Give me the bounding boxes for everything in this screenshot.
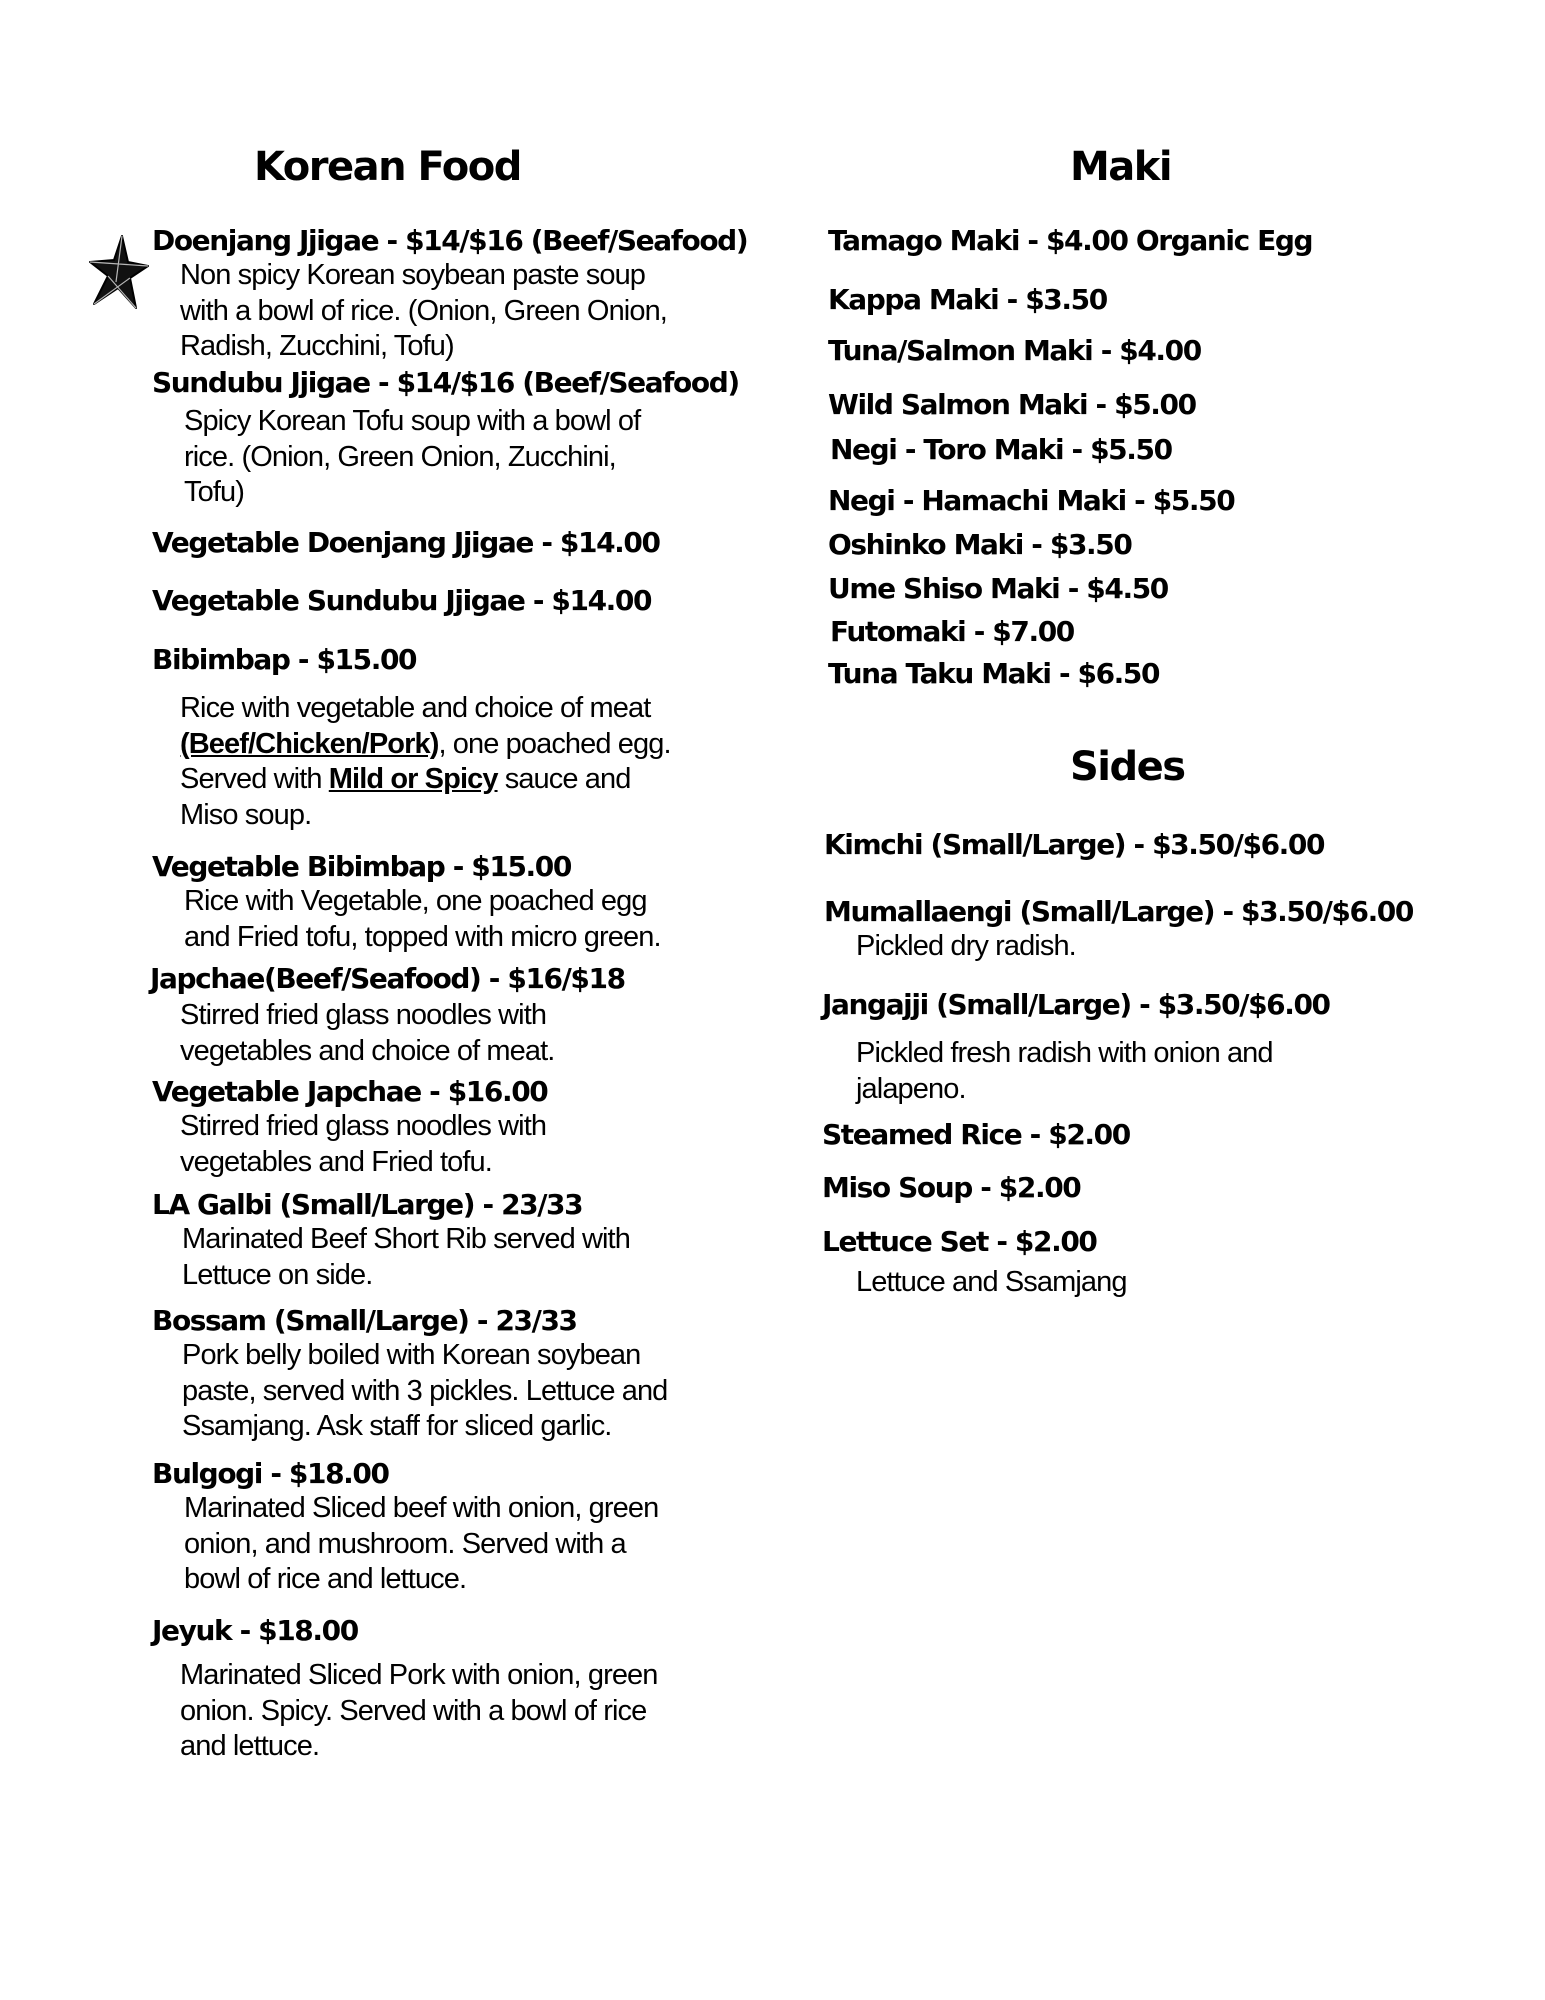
item-title: Tamago Maki - $4.00 Organic Egg — [828, 224, 1313, 257]
menu-item — [152, 224, 760, 365]
menu-item — [152, 1075, 760, 1180]
sides-heading: Sides — [1070, 744, 1185, 790]
menu-item — [828, 388, 1196, 422]
item-description: Stirred fried glass noodles with vegetables and Fried tofu. — [180, 1110, 547, 1178]
menu-item — [152, 1304, 762, 1445]
korean-food-heading: Korean Food — [254, 144, 521, 190]
menu-item — [824, 828, 1324, 862]
item-title: Doenjang Jjigae - $14/$16 (Beef/Seafood) — [152, 224, 748, 257]
item-description: Rice with vegetable and choice of meat (Beef/Chicken/Pork), one poached egg. Served with Mild or Spicy sauce and Miso soup. — [180, 692, 671, 831]
menu-item — [150, 962, 760, 1069]
item-title: Sundubu Jjigae - $14/$16 (Beef/Seafood) — [152, 366, 739, 399]
menu-item — [822, 988, 1416, 1107]
item-title: Futomaki - $7.00 — [830, 615, 1074, 648]
item-title: Negi - Hamachi Maki - $5.50 — [828, 484, 1235, 517]
item-title: Negi - Toro Maki - $5.50 — [830, 433, 1172, 466]
item-description: Marinated Sliced Pork with onion, green onion. Spicy. Served with a bowl of rice and lettuce. — [180, 1659, 658, 1762]
menu-item — [152, 850, 764, 955]
item-title: Kimchi (Small/Large) - $3.50/$6.00 — [824, 828, 1325, 861]
item-title: Vegetable Doenjang Jjigae - $14.00 — [152, 526, 660, 559]
item-title: LA Galbi (Small/Large) - 23/33 — [152, 1188, 583, 1221]
item-title: Steamed Rice - $2.00 — [822, 1118, 1130, 1151]
menu-item — [824, 895, 1416, 965]
item-title: Lettuce Set - $2.00 — [822, 1225, 1097, 1258]
menu-item — [828, 572, 1168, 606]
menu-item — [822, 1118, 1130, 1152]
item-title: Kappa Maki - $3.50 — [828, 283, 1107, 316]
menu-item — [152, 366, 764, 511]
item-description: Stirred fried glass noodles with vegetables and choice of meat. — [180, 999, 555, 1067]
item-title: Vegetable Japchae - $16.00 — [152, 1075, 548, 1108]
menu-item — [822, 1171, 1080, 1205]
item-description: Lettuce and Ssamjang — [856, 1266, 1127, 1298]
menu-item — [828, 334, 1201, 368]
item-title: Oshinko Maki - $3.50 — [828, 528, 1132, 561]
item-description: Marinated Beef Short Rib served with Lettuce on side. — [182, 1223, 630, 1291]
item-title: Wild Salmon Maki - $5.00 — [828, 388, 1196, 421]
menu-item — [830, 615, 1074, 649]
star-icon — [88, 232, 150, 312]
item-description: Rice with Vegetable, one poached egg and Fried tofu, topped with micro green. — [184, 885, 661, 953]
item-title: Tuna Taku Maki - $6.50 — [828, 657, 1160, 690]
menu-item — [152, 1457, 764, 1598]
item-title: Bibimbap - $15.00 — [152, 643, 417, 676]
menu-item — [828, 484, 1234, 518]
item-description: Pickled fresh radish with onion and jalapeno. — [856, 1037, 1273, 1105]
item-title: Miso Soup - $2.00 — [822, 1171, 1081, 1204]
item-title: Mumallaengi (Small/Large) - $3.50/$6.00 — [824, 895, 1413, 928]
item-title: Vegetable Sundubu Jjigae - $14.00 — [152, 584, 652, 617]
menu-item — [152, 1188, 762, 1293]
item-description: Pork belly boiled with Korean soybean paste, served with 3 pickles. Lettuce and Ssamjang. Ask staff for sliced garlic. — [182, 1339, 668, 1442]
item-title: Vegetable Bibimbap - $15.00 — [152, 850, 571, 883]
menu-item — [152, 584, 651, 618]
item-title: Ume Shiso Maki - $4.50 — [828, 572, 1168, 605]
maki-heading: Maki — [1070, 144, 1172, 190]
menu-item — [822, 1225, 1416, 1301]
menu-item — [828, 657, 1159, 691]
item-description: Non spicy Korean soybean paste soup with a bowl of rice. (Onion, Green Onion, Radish, Zucchini, Tofu) — [180, 259, 667, 362]
menu-item — [828, 528, 1131, 562]
item-description: Marinated Sliced beef with onion, green onion, and mushroom. Served with a bowl of rice and lettuce. — [184, 1492, 659, 1595]
item-title: Jangajji (Small/Large) - $3.50/$6.00 — [822, 988, 1330, 1021]
item-description: Spicy Korean Tofu soup with a bowl of rice. (Onion, Green Onion, Zucchini, Tofu) — [184, 405, 641, 508]
menu-item — [152, 526, 660, 560]
item-title: Bossam (Small/Large) - 23/33 — [152, 1304, 577, 1337]
item-title: Japchae(Beef/Seafood) - $16/$18 — [150, 962, 625, 995]
menu-item — [152, 643, 760, 833]
item-title: Jeyuk - $18.00 — [152, 1614, 358, 1647]
item-title: Bulgogi - $18.00 — [152, 1457, 389, 1490]
menu-item — [828, 283, 1107, 317]
item-description: Pickled dry radish. — [856, 930, 1076, 962]
item-title: Tuna/Salmon Maki - $4.00 — [828, 334, 1201, 367]
menu-item — [828, 224, 1312, 258]
menu-item — [830, 433, 1172, 467]
menu-item — [152, 1614, 760, 1765]
